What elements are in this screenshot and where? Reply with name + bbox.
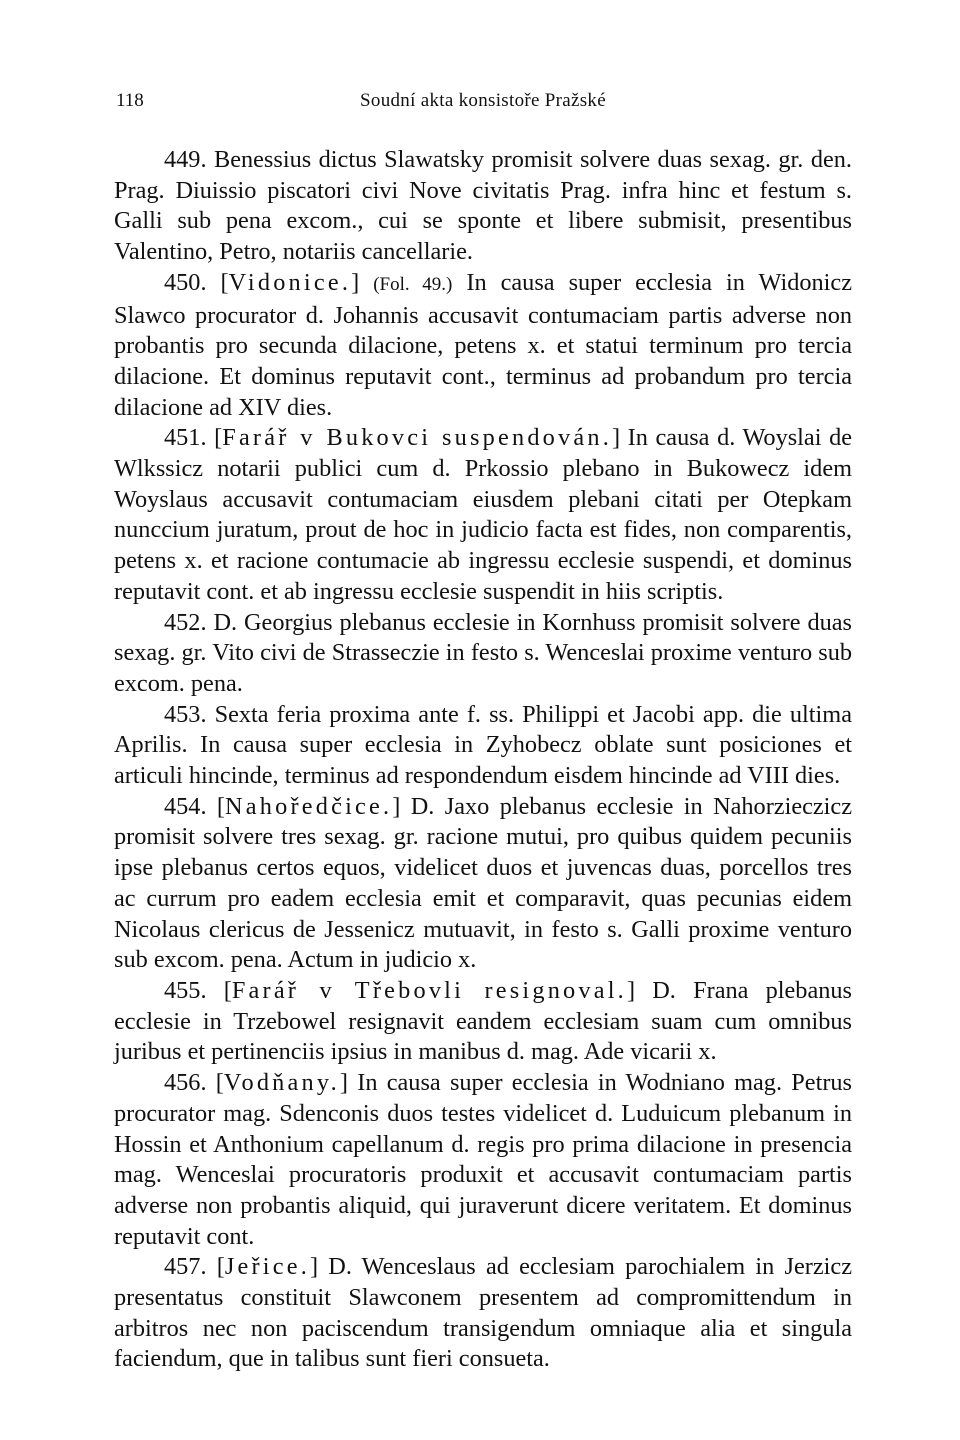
entry-451: 451. [Farář v Bukovci suspendován.] In causa d. Woyslai de Wlkssicz notarii publici cum d. Prkossio plebano in Bukowecz idem Woyslaus accusavit contumaciam eiusdem plebani citati per Otepkam nunccium juratum, prout de hoc in judicio facta est fides, non comparentis, petens x. et racione contumacie ab ingressu ecclesie suspendi, et dominus reputavit cont. et ab ingressu ecclesie suspendit in hiis scriptis.: [114, 424, 853, 605]
page-number: 118: [116, 90, 144, 111]
running-title: Soudní akta konsistoře Pražské: [360, 90, 606, 111]
entry-number: 451.: [164, 424, 207, 452]
entry-456: 456. [Vodňany.] In causa super ecclesia in Wodniano mag. Petrus procurator mag. Sdenconis duos testes videlicet d. Luduicum plebanum in Hossin et Anthonium capellanum d. regis pro prima dilacione in presencia mag. Wenceslai procuratoris produxit et accusavit contumaciam partis adverse non probantis aliquid, qui juraverunt dicere veritatem. Et dominus reputavit cont.: [114, 1069, 853, 1250]
entry-457: 457. [Jeřice.] D. Wenceslaus ad ecclesiam parochialem in Jerzicz presentatus constituit Slawconem presentem ad compromittendum in arbitros nec non paciscendum transigendum omniaque alia et singula faciendum, que in talibus sunt fieri consueta.: [114, 1253, 852, 1373]
entry-449: [114, 145, 852, 268]
page-header: [116, 86, 850, 116]
entry-heading: Farář v Bukovci suspendován.: [222, 424, 612, 452]
entry-number: 449.: [164, 146, 207, 173]
entry-number: 454.: [164, 792, 207, 820]
entry-text: In causa super ecclesia in Widonicz Slawco procurator d. Johannis accusavit contumaciam partis adverse non probantis pro secunda dilacione, petens x. et statui terminum pro tercia dilacione. Et dominus reputavit cont., terminus ad probandum pro tercia dilacione ad XIV dies.: [114, 268, 852, 421]
entry-number: 456.: [164, 1069, 207, 1097]
entry-number: 453.: [164, 700, 207, 728]
entry-number: 450.: [164, 268, 207, 296]
entry-text: Benessius dictus Slawatsky promisit solvere duas sexag. gr. den. Prag. Diuissio piscatori civi Nove civitatis Prag. infra hinc et festum s. Galli sub pena excom., cui se sponte et libere submisit, presentibus Valentino, Petro, notariis cancellarie.: [114, 146, 852, 266]
entry-text: D. Wenceslaus ad ecclesiam parochialem in Jerzicz presentatus constituit Slawconem presentem ad compromittendum in arbitros nec non paciscendum transigendum omniaque alia et singula faciendum, que in talibus sunt fieri consueta.: [114, 1253, 852, 1373]
entry-number: 457.: [164, 1253, 207, 1281]
entry-text: D. Jaxo plebanus ecclesie in Nahorzieczicz promisit solvere tres sexag. gr. racione mutui, pro quibus quidem pecuniis ipse plebanus certos equos, videlicet duos et juvencas duas, porcellos tres ac currum pro eadem ecclesia emit et comparavit, quas pecunias eidem Nicolaus clericus de Jessenicz mutuavit, in festo s. Galli proxime venturo sub excom. pena. Actum in judicio x.: [114, 792, 852, 974]
entry-text: Sexta feria proxima ante f. ss. Philippi et Jacobi app. die ultima Aprilis. In causa super ecclesia in Zyhobecz oblate sunt posiciones et articuli hincinde, terminus ad respondendum eisdem hincinde ad VIII dies.: [114, 700, 852, 790]
entry-454: 454. [Nahoředčice.] D. Jaxo plebanus ecclesie in Nahorzieczicz promisit solvere tres sexag. gr. racione mutui, pro quibus quidem pecuniis ipse plebanus certos equos, videlicet duos et juvencas duas, porcellos tres ac currum pro eadem ecclesia emit et comparavit, quas pecunias eidem Nicolaus clericus de Jessenicz mutuavit, in festo s. Galli proxime venturo sub excom. pena. Actum in judicio x.: [114, 792, 852, 974]
entry-text: In causa d. Woyslai de Wlkssicz notarii publici cum d. Prkossio plebano in Bukowecz idem Woyslaus accusavit contumaciam eiusdem plebani citati per Otepkam nunccium juratum, prout de hoc in judicio facta est fides, non comparentis, petens x. et racione contumacie ab ingressu ecclesie suspendi, et dominus reputavit cont. et ab ingressu ecclesie suspendit in hiis scriptis.: [114, 424, 853, 605]
entry-452: [114, 608, 852, 700]
document-body: [114, 145, 852, 1375]
entry-heading: Jeřice.: [224, 1253, 310, 1281]
folio-reference: (Fol. 49.): [373, 273, 453, 295]
entry-453: [114, 700, 852, 792]
entry-heading: Vodňany.: [223, 1069, 340, 1097]
entry-450: 450. [Vidonice.] (Fol. 49.) In causa super ecclesia in Widonicz Slawco procurator d. Johannis accusavit contumaciam partis adverse non probantis pro secunda dilacione, petens x. et statui terminum pro tercia dilacione. Et dominus reputavit cont., terminus ad probandum pro tercia dilacione ad XIV dies.: [114, 268, 852, 421]
entry-number: 455.: [164, 976, 207, 1004]
entry-heading: Nahoředčice.: [225, 792, 393, 820]
entry-number: 452.: [164, 608, 207, 636]
entry-455: 455. [Farář v Třebovli resignoval.] D. Frana plebanus ecclesie in Trzebowel resignavit eandem ecclesiam suam cum omnibus juribus et pertinenciis ipsius in manibus d. mag. Ade vicarii x.: [114, 976, 852, 1066]
entry-heading: Farář v Třebovli resignoval.: [231, 976, 627, 1004]
entry-heading: Vidonice.: [228, 268, 352, 296]
entry-text: D. Georgius plebanus ecclesie in Kornhuss promisit solvere duas sexag. gr. Vito civi de Strasseczie in festo s. Wenceslai proxime venturo sub excom. pena.: [114, 608, 853, 697]
entry-text: D. Frana plebanus ecclesie in Trzebowel resignavit eandem ecclesiam suam cum omnibus juribus et pertinenciis ipsius in manibus d. mag. Ade vicarii x.: [114, 976, 852, 1066]
entry-text: In causa super ecclesia in Wodniano mag. Petrus procurator mag. Sdenconis duos testes videlicet d. Luduicum plebanum in Hossin et Anthonium capellanum d. regis pro prima dilacione in presencia mag. Wenceslai procuratoris produxit et accusavit contumaciam partis adverse non probantis aliquid, qui juraverunt dicere veritatem. Et dominus reputavit cont.: [114, 1069, 853, 1250]
